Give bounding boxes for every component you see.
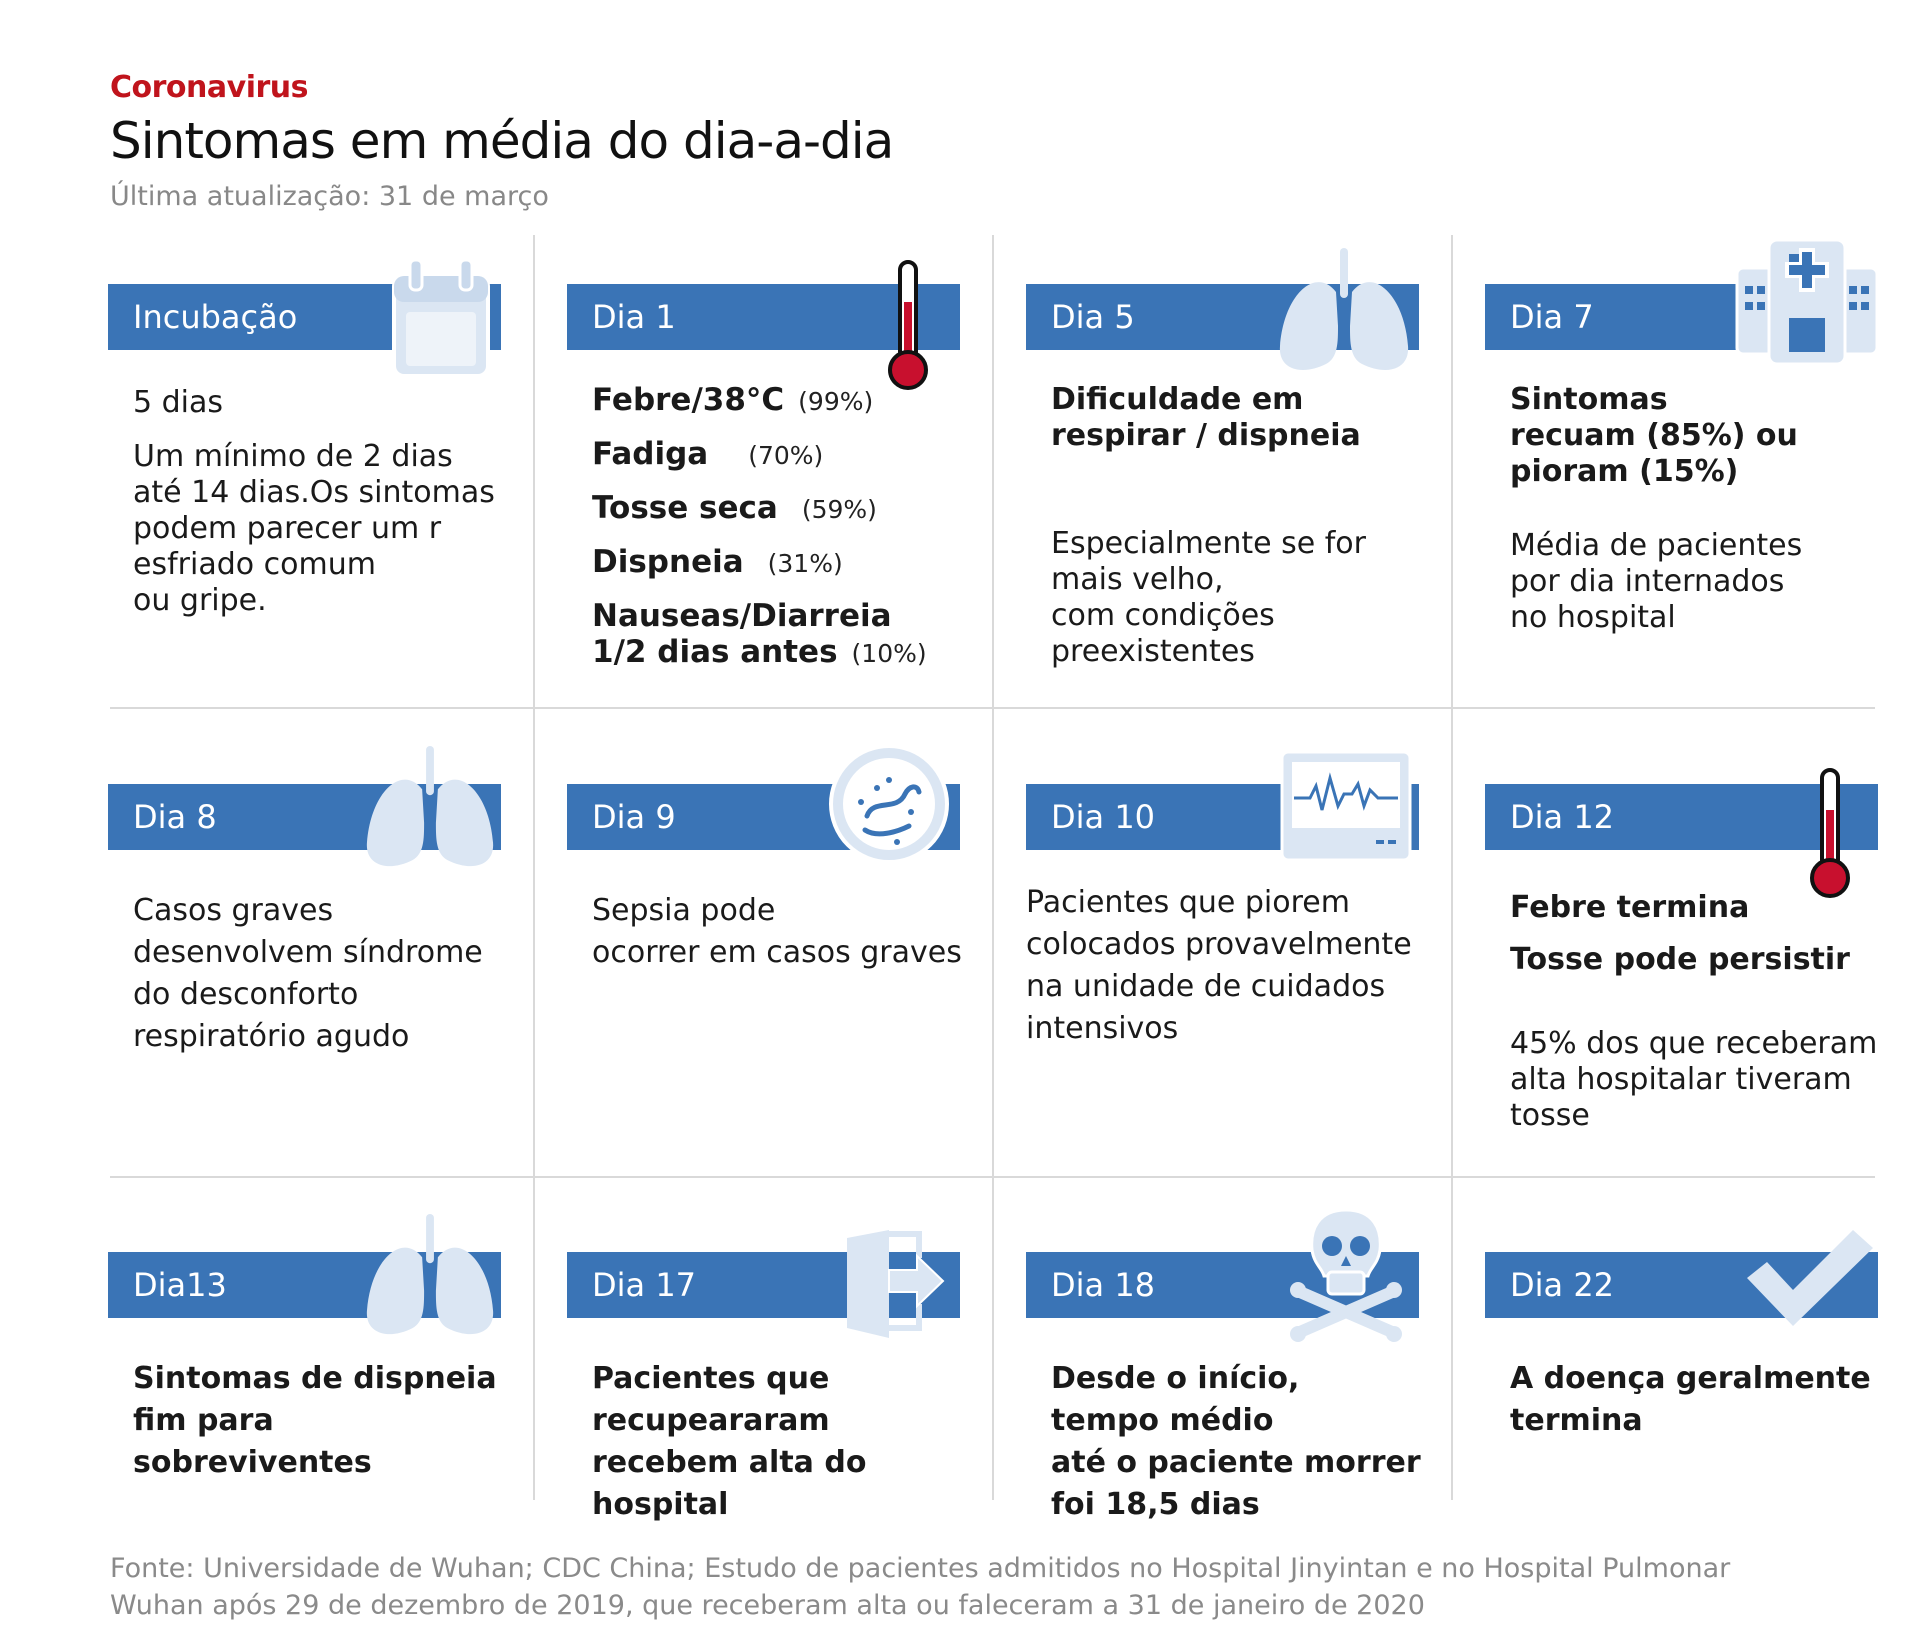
- card-body: [592, 1358, 967, 1526]
- card-body: [1051, 382, 1361, 454]
- text-line: colocados provavelmente: [1026, 927, 1412, 962]
- card-body: [133, 1358, 508, 1484]
- text-line: Média de pacientes: [1510, 528, 1803, 563]
- text-line: Sintomas: [1510, 382, 1668, 417]
- banner-label: Dia 7: [1510, 298, 1594, 336]
- text-line: Casos graves: [133, 893, 334, 928]
- symptom-row: [592, 436, 927, 474]
- card-dia13: [108, 1198, 508, 1498]
- text-line: mais velho,: [1051, 562, 1224, 597]
- text-line: preexistentes: [1051, 634, 1255, 669]
- text-line: tempo médio: [1051, 1403, 1274, 1438]
- symptom-percent: (10%): [851, 639, 927, 668]
- text-line: respirar / dispneia: [1051, 418, 1361, 453]
- card-dia5: [1026, 230, 1426, 700]
- exit-door-icon: [843, 1228, 947, 1340]
- text-line: ocorrer em casos graves: [592, 935, 962, 970]
- skull-crossbones-icon: [1288, 1206, 1404, 1342]
- card-dia8: [108, 730, 508, 1170]
- symptom-row: Nauseas/Diarreia: [592, 598, 892, 634]
- banner-label: Dia 9: [592, 798, 676, 836]
- card-body: [1510, 882, 1850, 986]
- symptom-row: [592, 382, 927, 420]
- card-body: [1026, 882, 1412, 1050]
- banner-label: Dia 10: [1051, 798, 1156, 836]
- text-line: A doença geralmente: [1510, 1361, 1871, 1396]
- text-line: esfriado comum: [133, 547, 376, 582]
- card-body: [1051, 1358, 1421, 1526]
- card-dia22: [1485, 1198, 1885, 1498]
- text-line: termina: [1510, 1403, 1643, 1438]
- text-line: Sepsia pode: [592, 893, 776, 928]
- text-line: recuam (85%) ou: [1510, 418, 1798, 453]
- card-body: [133, 890, 483, 1058]
- banner-label: Dia 12: [1510, 798, 1615, 836]
- banner-label: Dia 22: [1510, 1266, 1615, 1304]
- card-body: [133, 385, 495, 619]
- text-line: Febre termina: [1510, 890, 1750, 925]
- text-line: na unidade de cuidados: [1026, 969, 1386, 1004]
- source-note: [110, 1550, 1890, 1624]
- text-line: Dificuldade em: [1051, 382, 1304, 417]
- banner-label: Dia 18: [1051, 1266, 1156, 1304]
- text-line: Pacientes que piorem: [1026, 885, 1350, 920]
- heart-monitor-icon: [1280, 750, 1412, 862]
- text-line: do desconforto: [133, 977, 359, 1012]
- text-line: até 14 dias.Os sintomas: [133, 475, 495, 510]
- banner-label: Dia 1: [592, 298, 676, 336]
- duration: 5 dias: [133, 385, 224, 420]
- text-line: no hospital: [1510, 600, 1676, 635]
- symptom-name: Dispneia: [592, 544, 744, 580]
- source-line: Wuhan após 29 de dezembro de 2019, que receberam alta ou faleceram a 31 de janeiro de 2020: [110, 1590, 1425, 1621]
- text-line: recupeararam: [592, 1403, 830, 1438]
- banner-label: Dia13: [133, 1266, 227, 1304]
- hospital-icon: [1733, 238, 1881, 366]
- column-divider: [533, 235, 535, 1500]
- banner-label: Incubação: [133, 298, 298, 336]
- banner-label: Dia 17: [592, 1266, 697, 1304]
- text-line: Pacientes que: [592, 1361, 830, 1396]
- last-updated: Última atualização: 31 de março: [110, 181, 549, 212]
- checkmark-icon: [1745, 1228, 1875, 1328]
- text-line: Um mínimo de 2 dias: [133, 439, 453, 474]
- card-dia7: [1485, 230, 1885, 700]
- symptom-percent: (70%): [748, 441, 824, 470]
- symptom-percent: (99%): [798, 387, 874, 416]
- card-note: [1510, 1026, 1877, 1134]
- eyebrow: Coronavirus: [110, 70, 308, 105]
- card-note: [1051, 526, 1366, 670]
- symptom-row: [592, 490, 927, 528]
- card-dia17: [567, 1198, 967, 1522]
- card-dia12: [1485, 730, 1885, 1170]
- text-line: desenvolvem síndrome: [133, 935, 483, 970]
- source-line: Fonte: Universidade de Wuhan; CDC China; Estudo de pacientes admitidos no Hospital Jinyintan e no Hospital Pulmonar: [110, 1553, 1731, 1584]
- row-divider: [110, 707, 1875, 709]
- text-line: por dia internados: [1510, 564, 1785, 599]
- symptom-name: Tosse seca: [592, 490, 778, 526]
- card-body: [1510, 382, 1798, 490]
- card-dia18: [1026, 1198, 1426, 1522]
- lungs-icon: [362, 744, 498, 874]
- card-dia9: [567, 730, 967, 1170]
- card-dia1: [567, 230, 967, 700]
- text-line: respiratório agudo: [133, 1019, 410, 1054]
- text-line: com condições: [1051, 598, 1275, 633]
- row-divider: [110, 1176, 1875, 1178]
- text-line: Especialmente se for: [1051, 526, 1366, 561]
- text-line: fim para sobreviventes: [133, 1403, 372, 1480]
- page-title: Sintomas em média do dia-a-dia: [110, 112, 894, 170]
- symptom-name: Fadiga: [592, 436, 709, 472]
- text-line: intensivos: [1026, 1011, 1179, 1046]
- column-divider: [992, 235, 994, 1500]
- text-line: tosse: [1510, 1098, 1590, 1133]
- banner-label: Dia 8: [133, 798, 217, 836]
- text-line: até o paciente morrer: [1051, 1445, 1421, 1480]
- symptom-name: Febre/38°C: [592, 382, 785, 418]
- bacteria-dish-icon: [827, 742, 951, 866]
- lungs-icon: [1276, 246, 1412, 378]
- card-dia10: [1026, 730, 1426, 1170]
- column-divider: [1451, 235, 1453, 1500]
- text-line: podem parecer um r: [133, 511, 442, 546]
- calendar-icon: [386, 252, 496, 382]
- card-incubacao: [108, 230, 508, 700]
- text-line: 45% dos que receberam: [1510, 1026, 1878, 1061]
- thermometer-icon: [885, 260, 931, 392]
- text-line: pioram (15%): [1510, 454, 1739, 489]
- banner-label: Dia 5: [1051, 298, 1135, 336]
- text-line: recebem alta do hospital: [592, 1445, 867, 1522]
- text-line: ou gripe.: [133, 583, 267, 618]
- text-line: alta hospitalar tiveram: [1510, 1062, 1852, 1097]
- symptom-row: [592, 544, 927, 582]
- symptom-percent: (31%): [767, 549, 843, 578]
- symptom-row: [592, 634, 927, 672]
- card-body: [1510, 1358, 1871, 1442]
- card-body: [592, 382, 927, 688]
- lungs-icon: [362, 1212, 498, 1342]
- symptom-name: 1/2 dias antes: [592, 634, 838, 670]
- text-line: Sintomas de dispneia: [133, 1361, 497, 1396]
- text-line: Tosse pode persistir: [1510, 942, 1850, 977]
- card-body: [592, 890, 962, 974]
- thermometer-icon: [1807, 768, 1853, 900]
- text-line: foi 18,5 dias: [1051, 1487, 1260, 1522]
- symptom-percent: (59%): [801, 495, 877, 524]
- card-note: [1510, 528, 1802, 636]
- text-line: Desde o início,: [1051, 1361, 1300, 1396]
